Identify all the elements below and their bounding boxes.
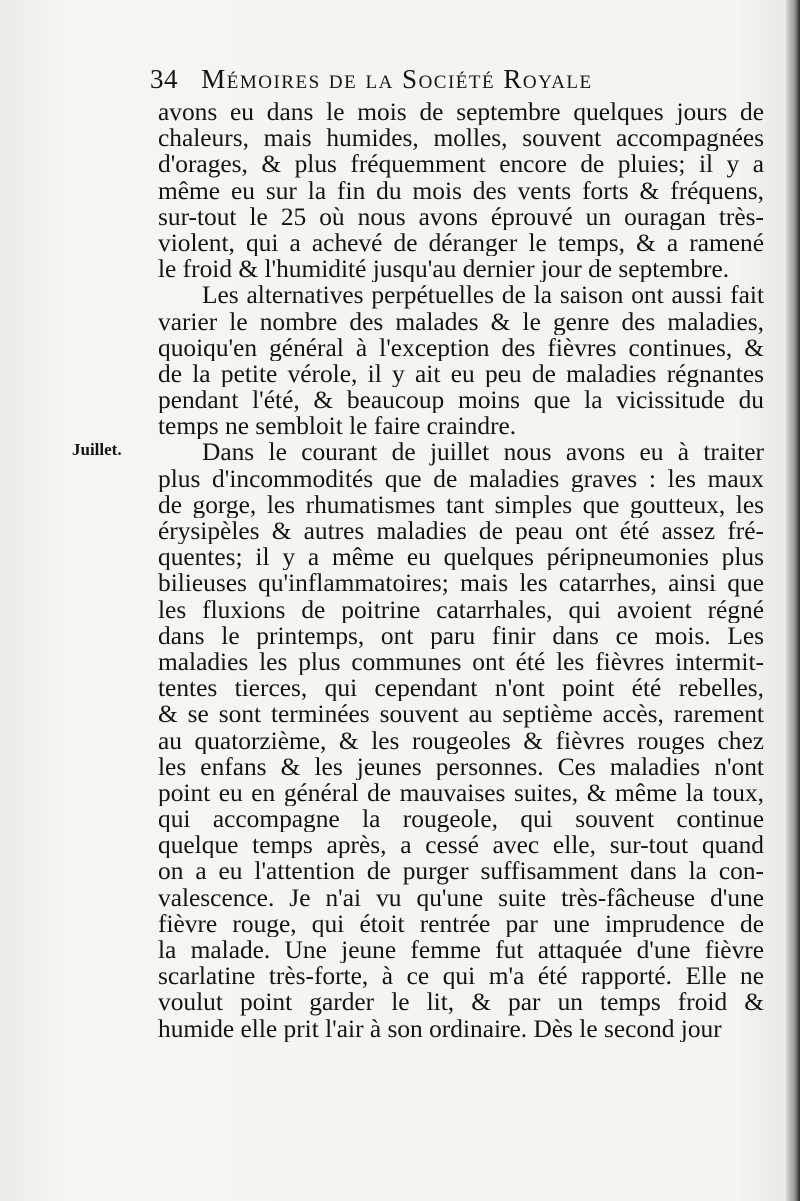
- text-line: quelque temps après, a cessé avec elle, sur-tout quand: [158, 832, 764, 859]
- body-text: [158, 99, 764, 1042]
- text-line: qui accompagne la rougeole, qui souvent continue: [158, 806, 764, 833]
- page-number: 34: [150, 64, 178, 94]
- running-header: [150, 64, 710, 104]
- text-line: Les alternatives perpétuelles de la saison ont aussi fait: [202, 282, 764, 309]
- text-line: fièvre rouge, qui étoit rentrée par une imprudence de: [158, 910, 764, 937]
- text-line: valescence. Je n'ai vu qu'une suite très-fâcheuse d'une: [158, 884, 764, 911]
- text-line: & se sont terminées souvent au septième accès, rarement: [158, 701, 764, 728]
- text-line: tentes tierces, qui cependant n'ont point été rebelles,: [158, 675, 764, 702]
- text-line: chaleurs, mais humides, molles, souvent accompagnées: [158, 125, 764, 152]
- text-line: on a eu l'attention de purger suffisamment dans la con-: [158, 858, 764, 885]
- text-line: voulut point garder le lit, & par un temps froid &: [158, 989, 764, 1016]
- text-line: même eu sur la fin du mois des vents forts & fréquens,: [158, 177, 764, 204]
- text-line: pendant l'été, & beaucoup moins que la vicissitude du: [158, 387, 764, 414]
- text-line: les enfans & les jeunes personnes. Ces maladies n'ont: [158, 753, 764, 780]
- text-line: Dans le courant de juillet nous avons eu à traiter: [202, 439, 764, 466]
- text-line: maladies les plus communes ont été les fièvres intermit-: [158, 648, 764, 676]
- text-line: plus d'incommodités que de maladies graves : les maux: [158, 465, 764, 492]
- margin-note-month: Juillet.: [72, 440, 122, 459]
- text-line: humide elle prit l'air à son ordinaire. Dès le second jour: [158, 1015, 722, 1042]
- text-line: sur-tout le 25 où nous avons éprouvé un ouragan très-: [158, 203, 764, 230]
- text-line: d'orages, & plus fréquemment encore de pluies; il y a: [158, 151, 764, 178]
- text-line: scarlatine très-forte, à ce qui m'a été rapporté. Elle ne: [158, 963, 764, 990]
- text-line: varier le nombre des malades & le genre des maladies,: [158, 308, 764, 335]
- text-line: la malade. Une jeune femme fut attaquée d'une fièvre: [158, 937, 764, 964]
- text-line: dans le printemps, ont paru finir dans ce mois. Les: [158, 622, 764, 649]
- text-line: de la petite vérole, il y ait eu peu de maladies régnantes: [158, 360, 764, 388]
- text-line: les fluxions de poitrine catarrhales, qui avoient régné: [158, 596, 764, 623]
- text-line: bilieuses qu'inflammatoires; mais les catarrhes, ainsi que: [158, 570, 764, 597]
- text-line: point eu en général de mauvaises suites, & même la toux,: [158, 779, 764, 807]
- text-line: violent, qui a achevé de déranger le temps, & a ramené: [158, 229, 764, 257]
- running-title: Mémoires de la Société Royale: [201, 64, 593, 94]
- text-line: au quatorzième, & les rougeoles & fièvres rouges chez: [158, 727, 764, 754]
- text-line: avons eu dans le mois de septembre quelques jours de: [158, 99, 764, 126]
- page-edge: [786, 0, 800, 1201]
- text-line: le froid & l'humidité jusqu'au dernier jour de septembre.: [158, 256, 730, 283]
- text-line: quentes; il y a même eu quelques péripneumonies plus: [158, 544, 764, 571]
- text-line: érysipèles & autres maladies de peau ont été assez fré-: [158, 518, 764, 545]
- text-line: temps ne sembloit le faire craindre.: [158, 413, 517, 440]
- text-line: de gorge, les rhumatismes tant simples que goutteux, les: [158, 491, 764, 518]
- text-line: quoiqu'en général à l'exception des fièvres continues, &: [158, 334, 764, 361]
